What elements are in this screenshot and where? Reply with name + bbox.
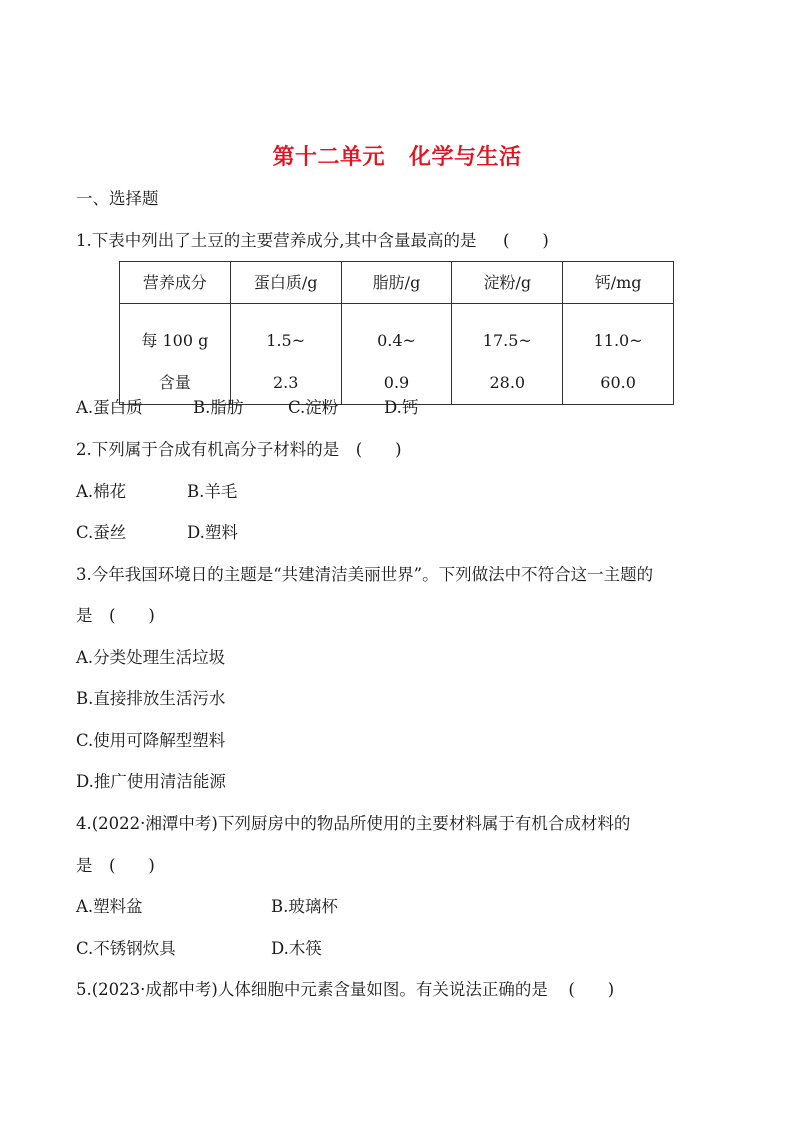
question-4-stem-line1: 4.(2022·湘潭中考)下列厨房中的物品所使用的主要材料属于有机合成材料的 bbox=[76, 814, 631, 833]
question-4-option-b: B.玻璃杯 bbox=[271, 897, 338, 916]
row-label-line: 每 100 g bbox=[141, 331, 209, 350]
answer-paren: ( ) bbox=[355, 440, 402, 459]
question-3-stem-line2 bbox=[76, 608, 155, 625]
question-4-text: 是 bbox=[76, 856, 93, 875]
question-3-stem-line1: 3.今年我国环境日的主题是“共建清洁美丽世界”。下列做法中不符合这一主题的 bbox=[76, 565, 654, 584]
cell-line: 17.5~ bbox=[482, 331, 532, 350]
nutrition-table bbox=[119, 261, 674, 405]
table-cell bbox=[230, 304, 341, 405]
question-2-option-c: C.蚕丝 bbox=[76, 523, 127, 542]
question-2-stem bbox=[76, 442, 402, 459]
table-header-cell: 脂肪/g bbox=[341, 262, 452, 304]
cell-line: 2.3 bbox=[272, 373, 299, 392]
question-4-option-c: C.不锈钢炊具 bbox=[76, 939, 176, 958]
question-4-stem-line2 bbox=[76, 858, 155, 875]
question-1-stem bbox=[76, 233, 549, 250]
question-2-option-a: A.棉花 bbox=[76, 482, 127, 501]
answer-paren: ( ) bbox=[568, 980, 615, 999]
cell-line: 60.0 bbox=[600, 373, 636, 392]
cell-line: 0.4~ bbox=[377, 331, 416, 350]
answer-paren: ( ) bbox=[109, 606, 155, 625]
question-3-option-a: A.分类处理生活垃圾 bbox=[76, 648, 226, 667]
question-5-text: 5.(2023·成都中考)人体细胞中元素含量如图。有关说法正确的是 bbox=[76, 980, 548, 999]
cell-line: 0.9 bbox=[383, 373, 410, 392]
table-row-label bbox=[120, 304, 231, 405]
table-header-cell: 淀粉/g bbox=[452, 262, 563, 304]
table-cell bbox=[341, 304, 452, 405]
title-topic: 化学与生活 bbox=[409, 145, 522, 170]
question-2-option-b: B.羊毛 bbox=[187, 482, 238, 501]
cell-line: 1.5~ bbox=[266, 331, 306, 350]
table-header-cell: 钙/mg bbox=[563, 262, 674, 304]
question-1-option-b: B.脂肪 bbox=[193, 398, 244, 417]
section-heading: 一、选择题 bbox=[76, 189, 159, 208]
table-cell bbox=[563, 304, 674, 405]
question-1-text: 1.下表中列出了土豆的主要营养成分,其中含量最高的是 bbox=[76, 231, 477, 250]
page-title bbox=[0, 147, 794, 169]
question-3-option-b: B.直接排放生活污水 bbox=[76, 689, 226, 708]
answer-paren: ( ) bbox=[503, 231, 549, 250]
question-4-option-d: D.木筷 bbox=[271, 939, 322, 958]
question-2-text: 2.下列属于合成有机高分子材料的是 bbox=[76, 440, 340, 459]
question-5-stem bbox=[76, 982, 614, 999]
row-label-line: 含量 bbox=[158, 373, 191, 392]
table-header-cell: 蛋白质/g bbox=[230, 262, 341, 304]
answer-paren: ( ) bbox=[109, 856, 155, 875]
table-header-cell: 营养成分 bbox=[120, 262, 231, 304]
question-3-option-c: C.使用可降解型塑料 bbox=[76, 731, 226, 750]
question-1-option-c: C.淀粉 bbox=[288, 398, 339, 417]
table-header-row bbox=[120, 262, 674, 304]
question-3-text: 是 bbox=[76, 606, 93, 625]
table-cell bbox=[452, 304, 563, 405]
cell-line: 28.0 bbox=[489, 373, 526, 392]
table-row bbox=[120, 304, 674, 405]
question-1-option-a: A.蛋白质 bbox=[76, 398, 143, 417]
question-1-option-d: D.钙 bbox=[384, 398, 419, 417]
question-3-option-d: D.推广使用清洁能源 bbox=[76, 772, 226, 791]
title-unit: 第十二单元 bbox=[272, 145, 385, 170]
cell-line: 11.0~ bbox=[593, 331, 643, 350]
question-2-option-d: D.塑料 bbox=[187, 523, 238, 542]
question-4-option-a: A.塑料盆 bbox=[76, 897, 143, 916]
